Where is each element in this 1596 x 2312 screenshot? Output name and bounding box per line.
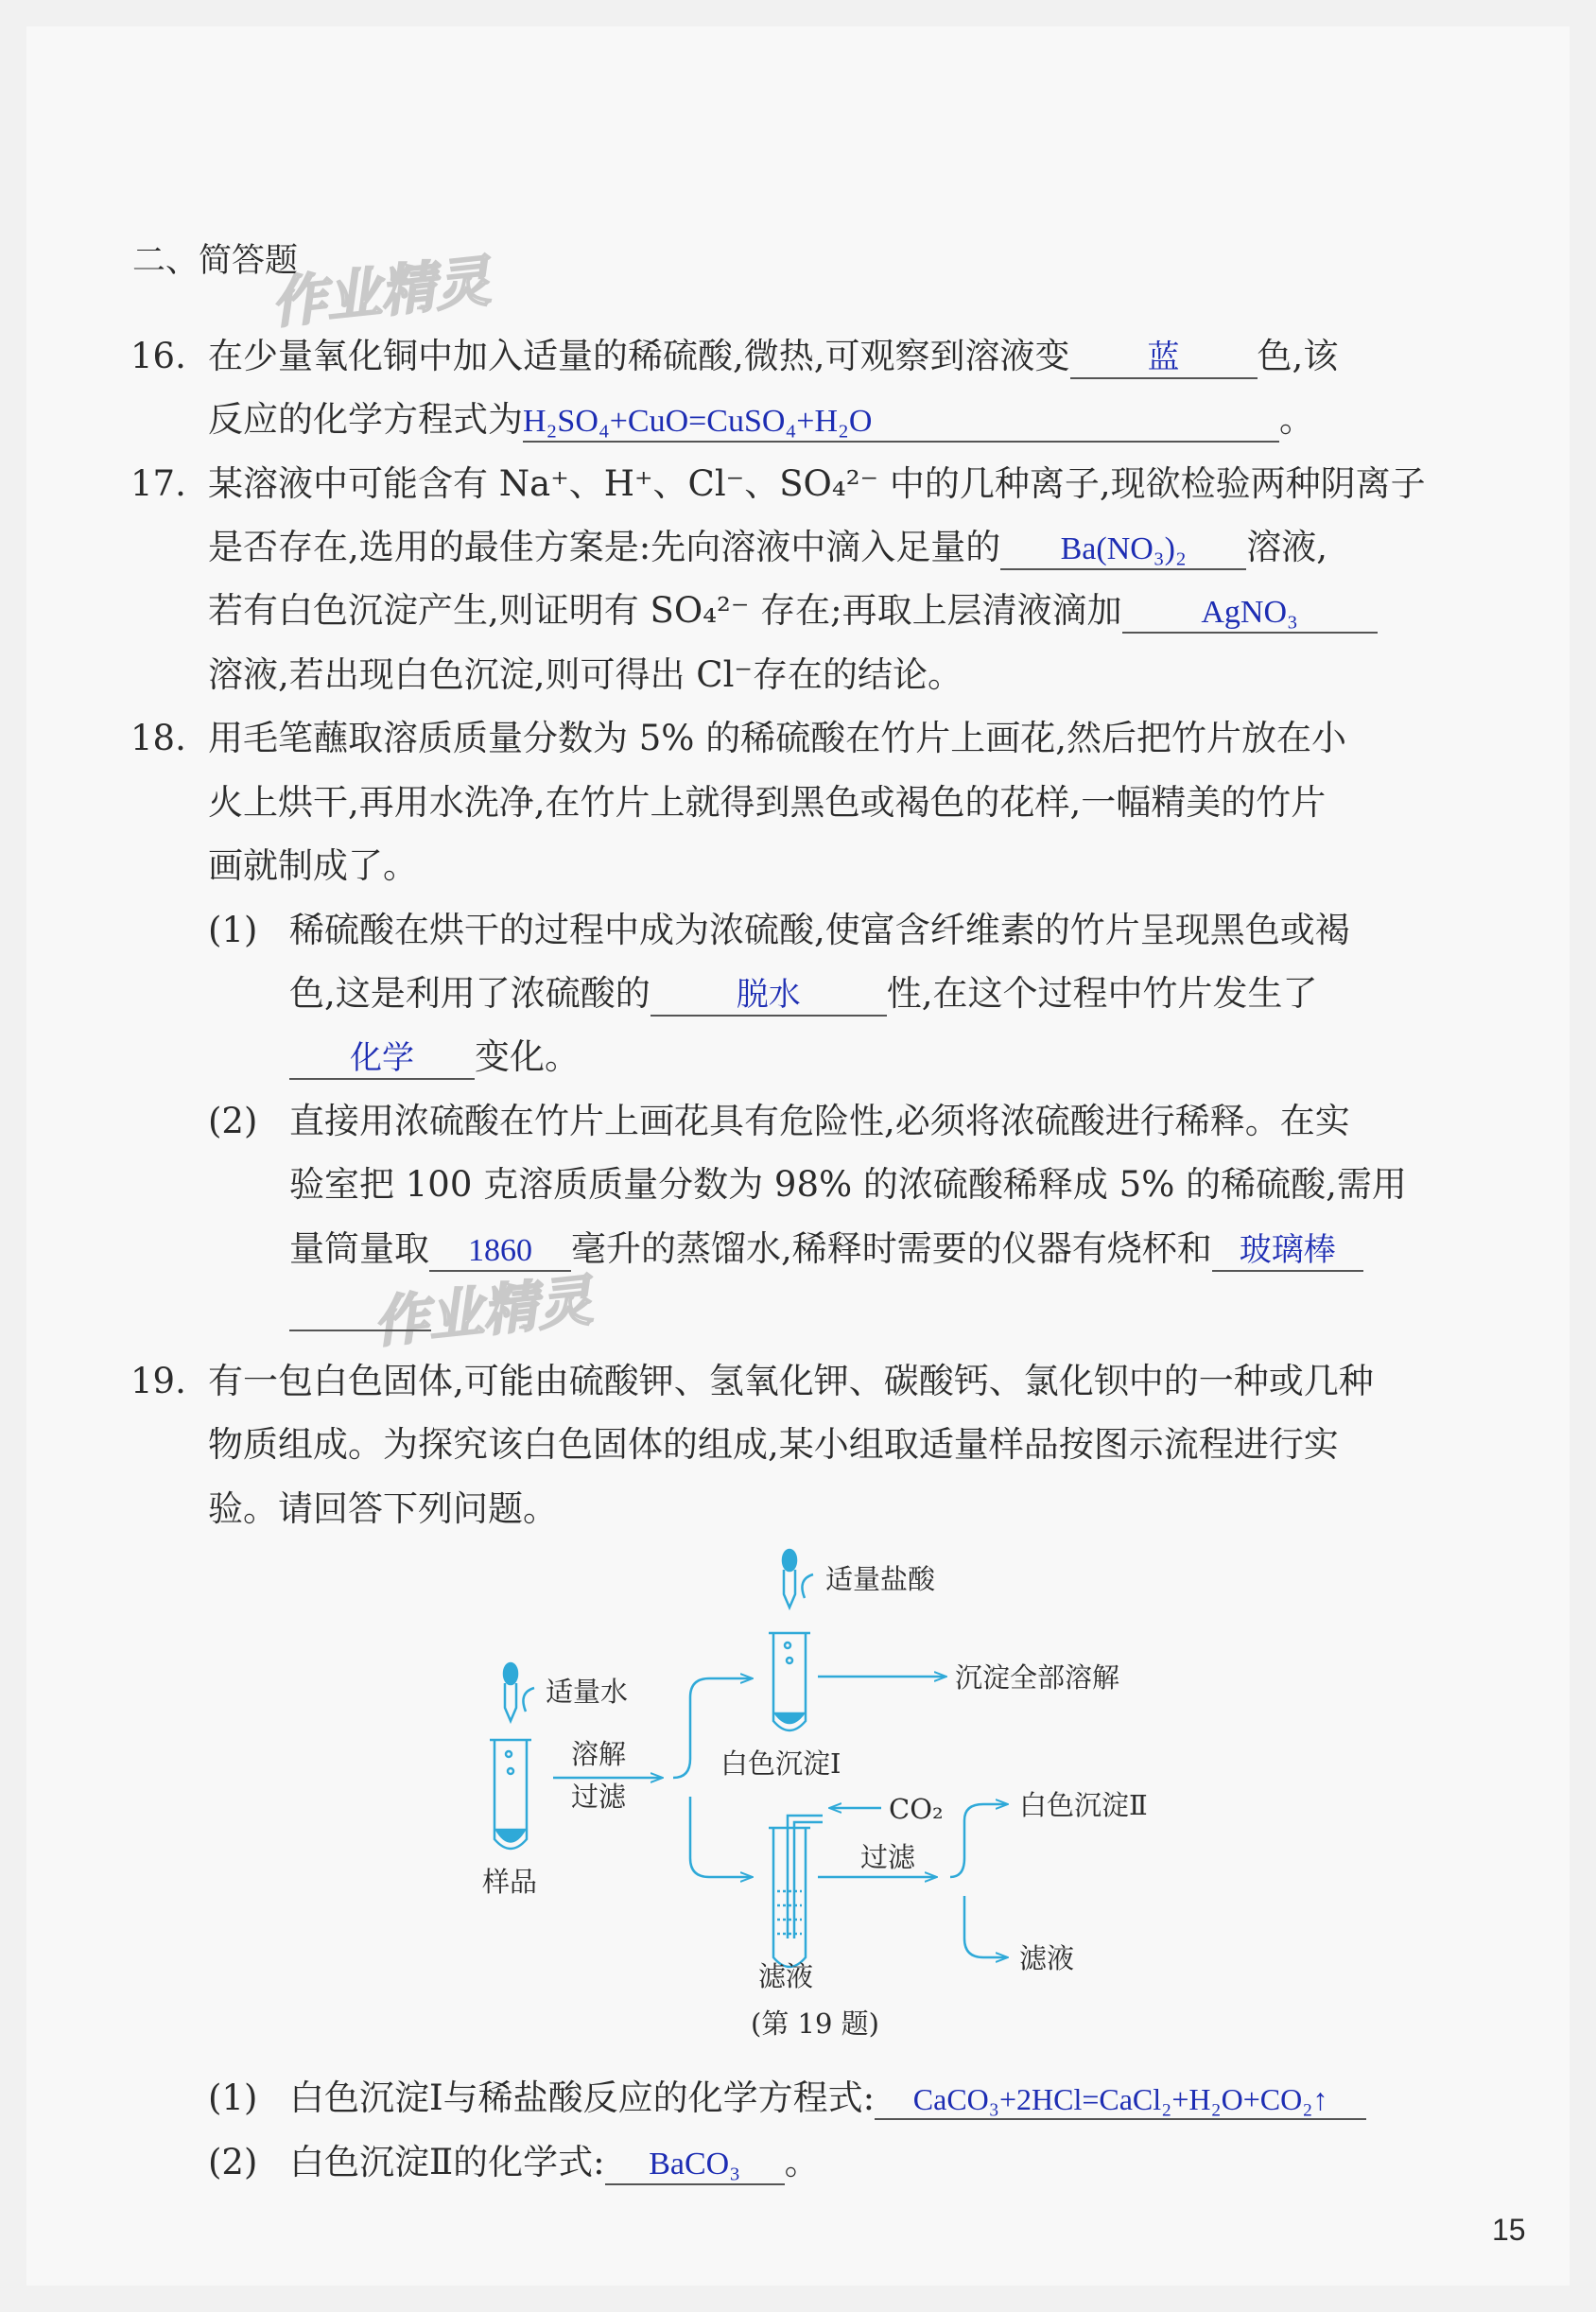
text: 量筒量取: [289, 1228, 429, 1269]
text: 溶液,若出现白色沉淀,则可得出 Cl⁻存在的结论。: [208, 654, 963, 695]
test-tube-icon: [769, 1816, 823, 1967]
part-label: (1): [208, 2077, 258, 2118]
text: 白色沉淀Ⅱ的化学式:: [289, 2142, 605, 2182]
question-number: 16.: [130, 336, 186, 376]
answer-blank: 脱水: [651, 977, 887, 1017]
dropper-icon: [783, 1550, 813, 1608]
watermark: 作业精灵: [370, 1268, 596, 1355]
answer-blank: 玻璃棒: [1212, 1232, 1363, 1272]
text: 毫升的蒸馏水,稀释时需要的仪器有烧杯和: [571, 1228, 1212, 1269]
text: 用毛笔蘸取溶质质量分数为 5% 的稀硫酸在竹片上画花,然后把竹片放在小: [208, 718, 1346, 758]
label-water: 适量水: [546, 1676, 629, 1708]
text: 色,这是利用了浓硫酸的: [289, 973, 651, 1014]
text: 性,在这个过程中竹片发生了: [886, 973, 1318, 1014]
text: 直接用浓硫酸在竹片上画花具有危险性,必须将浓硫酸进行稀释。在实: [289, 1101, 1350, 1141]
text: 溶液,: [1246, 527, 1327, 567]
part-label: (1): [208, 910, 258, 950]
label-filtrate: 滤液: [758, 1960, 814, 1992]
answer-blank: AgNO₃: [1122, 594, 1378, 634]
label-white-precipitate-1: 白色沉淀Ⅰ: [720, 1747, 841, 1780]
text: 色,该: [1257, 336, 1339, 376]
part-label: (2): [208, 1101, 258, 1141]
text: 火上烘干,再用水洗净,在竹片上就得到黑色或褐色的花样,一幅精美的竹片: [208, 782, 1327, 823]
label-white-precipitate-2: 白色沉淀Ⅱ: [1019, 1789, 1148, 1821]
watermark: 作业精灵: [268, 249, 494, 336]
label-sample: 样品: [482, 1866, 538, 1898]
label-dissolve: 溶解: [571, 1738, 627, 1770]
test-tube-icon: [769, 1633, 810, 1730]
text: 变化。: [475, 1036, 580, 1077]
text: 是否存在,选用的最佳方案是:先向溶液中滴入足量的: [208, 527, 1001, 567]
arrow: [690, 1797, 752, 1877]
text: 若有白色沉淀产生,则证明有 SO₄²⁻ 存在;再取上层清液滴加: [208, 590, 1122, 631]
question-number: 17.: [130, 463, 186, 504]
text: 验。请回答下列问题。: [208, 1488, 558, 1529]
text: 验室把 100 克溶质质量分数为 98% 的浓硫酸稀释成 5% 的稀硫酸,需用: [289, 1164, 1407, 1205]
label-filtrate-2: 滤液: [1019, 1942, 1075, 1974]
label-hcl: 适量盐酸: [825, 1563, 936, 1595]
text: 物质组成。为探究该白色固体的组成,某小组取适量样品按图示流程进行实: [208, 1424, 1339, 1465]
answer-blank: BaCO₃: [605, 2146, 785, 2185]
label-filter: 过滤: [571, 1781, 627, 1813]
test-tube-icon: [490, 1740, 531, 1849]
section-title: 二、简答题: [132, 242, 299, 280]
text: 白色沉淀Ⅰ与稀盐酸反应的化学方程式:: [289, 2077, 876, 2118]
question-number: 18.: [130, 718, 186, 758]
label-filter-2: 过滤: [860, 1841, 916, 1873]
answer-blank: Ba(NO₃)₂: [1000, 530, 1246, 570]
answer-blank: 蓝: [1070, 339, 1258, 379]
text: 在少量氧化铜中加入适量的稀硫酸,微热,可观察到溶液变: [208, 336, 1070, 376]
answer-blank: CaCO₃+2HCl=CaCl₂+H₂O+CO₂↑: [875, 2080, 1366, 2120]
text: 稀硫酸在烘干的过程中成为浓硫酸,使富含纤维素的竹片呈现黑色或褐: [289, 910, 1350, 950]
answer-blank: H₂SO₄+CuO=CuSO₄+H₂O: [523, 403, 1279, 443]
part-label: (2): [208, 2142, 258, 2182]
text: 画就制成了。: [208, 845, 418, 886]
text: 。: [1279, 399, 1314, 440]
question-number: 19.: [130, 1361, 186, 1401]
answer-blank: 1860: [429, 1232, 571, 1272]
text: 反应的化学方程式为: [208, 399, 523, 440]
arrow: [950, 1804, 1007, 1877]
text: 。: [784, 2142, 820, 2182]
text: 有一包白色固体,可能由硫酸钾、氢氧化钾、碳酸钙、氯化钡中的一种或几种: [208, 1361, 1374, 1401]
page-number: 15: [1492, 2213, 1526, 2247]
dropper-icon: [504, 1663, 534, 1721]
text: 某溶液中可能含有 Na⁺、H⁺、Cl⁻、SO₄²⁻ 中的几种离子,现欲检验两种阴离子: [208, 463, 1426, 504]
arrow: [964, 1896, 1007, 1957]
label-all-dissolve: 沉淀全部溶解: [955, 1661, 1120, 1694]
diagram-caption: (第 19 题): [751, 2008, 879, 2040]
answer-blank: 化学: [289, 1040, 475, 1080]
label-co2: CO₂: [889, 1793, 944, 1825]
